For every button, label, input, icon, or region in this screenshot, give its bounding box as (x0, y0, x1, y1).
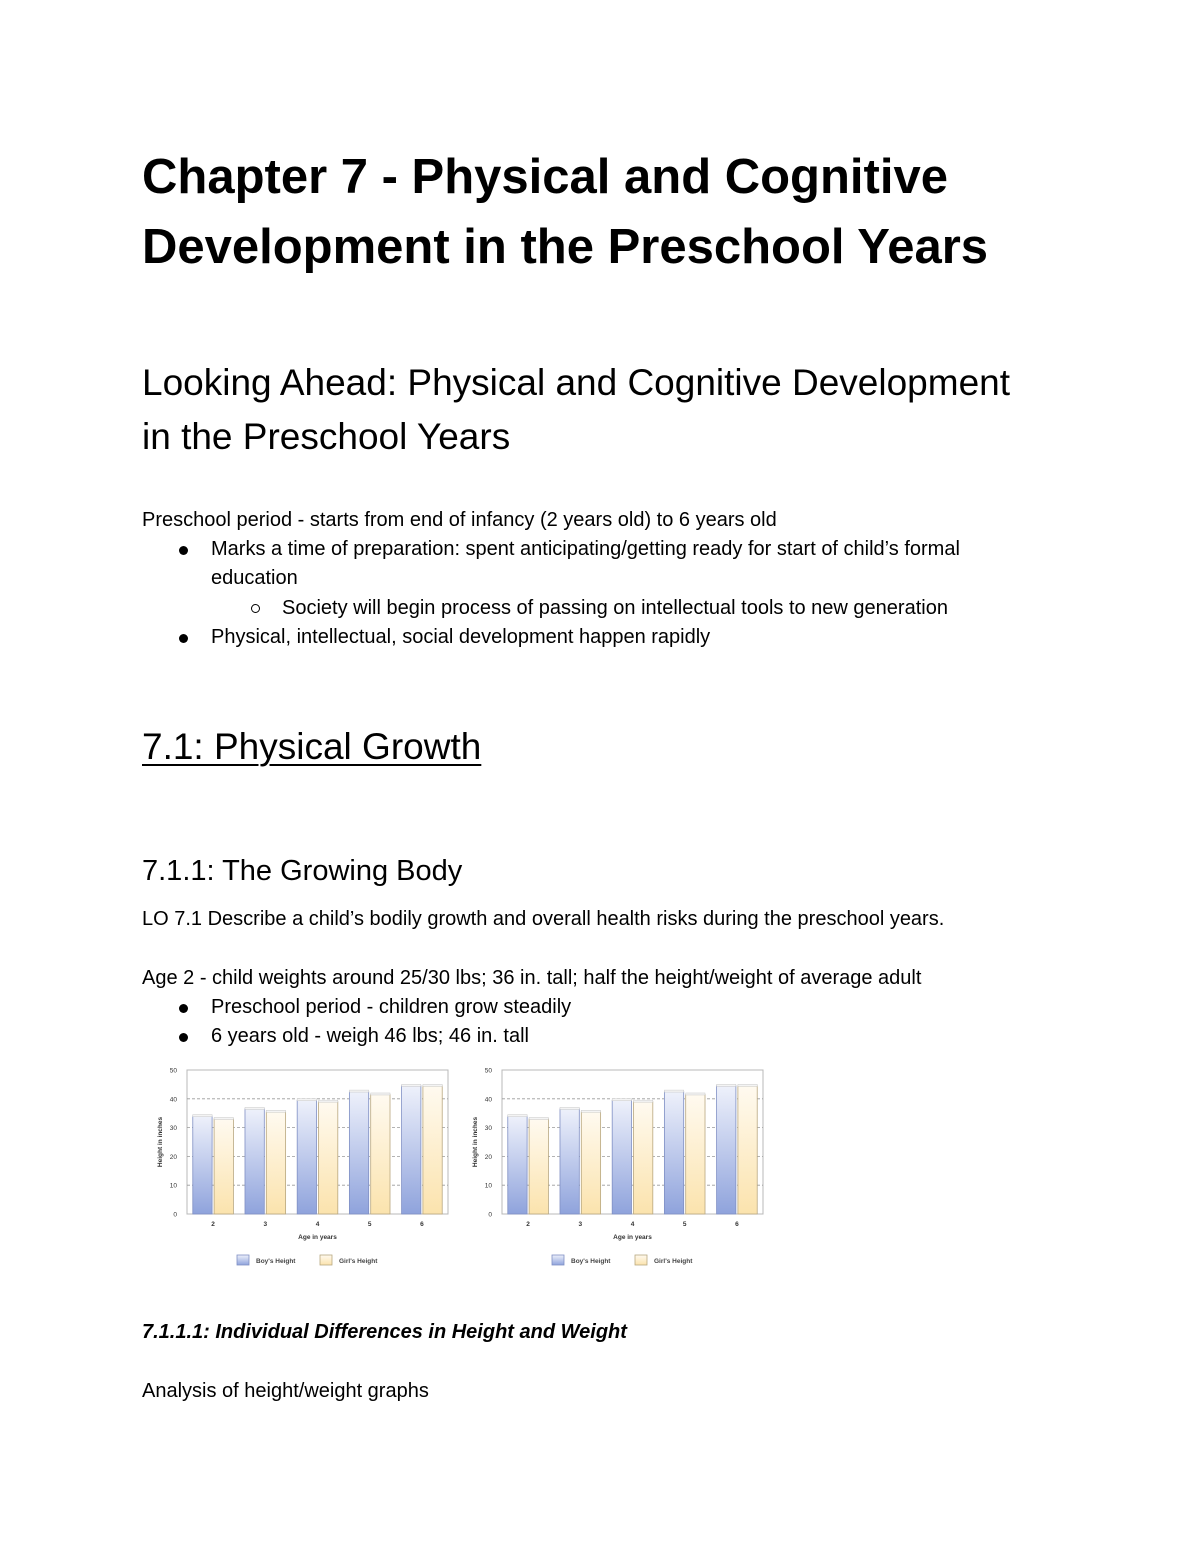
girls-height-bar (581, 1112, 600, 1214)
list-item (211, 535, 1051, 593)
boys-height-bar (245, 1109, 264, 1214)
bar-cap (664, 1090, 683, 1092)
bar-cap (266, 1110, 285, 1112)
y-tick-label: 0 (488, 1211, 492, 1219)
girls-height-bar (371, 1094, 390, 1214)
y-axis-label: Height in inches (472, 1116, 479, 1168)
section-heading: 7.1: Physical Growth (142, 726, 482, 767)
list-item (282, 594, 1042, 623)
x-axis-label: Age in years (613, 1234, 652, 1241)
bar-cap (402, 1084, 421, 1086)
list-item-text: Marks a time of preparation: spent anticipating/getting ready for start of child’s formal education (211, 538, 960, 589)
legend-swatch-girl (635, 1255, 647, 1265)
x-tick-label: 2 (211, 1221, 215, 1228)
legend-swatch-boy (552, 1255, 564, 1265)
boys-height-bar (664, 1092, 683, 1214)
list-item-text: Preschool period - children grow steadily (211, 996, 572, 1018)
bullet-icon (179, 634, 188, 643)
legend-label: Girl's Height (654, 1258, 693, 1265)
circle-bullet-icon (251, 604, 260, 613)
legend-label: Boy's Height (571, 1258, 611, 1265)
list-item-text: 6 years old - weigh 46 lbs; 46 in. tall (211, 1025, 529, 1047)
girls-height-bar (738, 1086, 757, 1214)
bullet-icon (179, 546, 188, 555)
subsubsection-heading: 7.1.1.1: Individual Differences in Height and Weight (142, 1321, 627, 1343)
boys-height-bar (402, 1086, 421, 1214)
bullet-icon (179, 1033, 188, 1042)
bar-cap (581, 1110, 600, 1112)
y-tick-label: 20 (169, 1153, 177, 1161)
chapter-title: Chapter 7 - Physical and Cognitive Development in the Preschool Years (142, 150, 989, 274)
boys-height-bar (297, 1100, 316, 1214)
legend-swatch-girl (320, 1255, 332, 1265)
x-axis-label: Age in years (298, 1234, 337, 1241)
list-item (211, 993, 1051, 1022)
height-bar-chart (465, 1058, 765, 1278)
height-bar-chart (150, 1058, 450, 1278)
bar-cap (297, 1099, 316, 1101)
bar-cap (193, 1115, 212, 1117)
boys-height-bar (193, 1116, 212, 1214)
boys-height-bar (349, 1092, 368, 1214)
list-item (211, 1022, 1051, 1051)
bar-cap (423, 1084, 442, 1086)
y-tick-label: 0 (173, 1211, 177, 1219)
boys-height-bar (717, 1086, 736, 1214)
x-tick-label: 5 (682, 1221, 687, 1228)
y-tick-label: 40 (484, 1096, 492, 1104)
bar-cap (349, 1090, 368, 1092)
y-axis-label: Height in inches (157, 1116, 164, 1168)
girls-height-bar (529, 1119, 548, 1214)
y-tick-label: 50 (484, 1067, 492, 1075)
x-tick-label: 3 (578, 1221, 583, 1228)
bar-cap (371, 1093, 390, 1095)
girls-height-bar (634, 1102, 653, 1214)
bar-cap (319, 1100, 338, 1102)
bar-cap (612, 1099, 631, 1101)
bar-cap (738, 1084, 757, 1086)
boys-height-bar (508, 1116, 527, 1214)
girls-height-bar (266, 1112, 285, 1214)
girls-height-bar (686, 1094, 705, 1214)
x-tick-label: 4 (630, 1221, 635, 1228)
bar-cap (634, 1100, 653, 1102)
bar-cap (529, 1117, 548, 1119)
preschool-period-text: Preschool period - starts from end of infancy (2 years old) to 6 years old (142, 509, 777, 531)
list-item (211, 623, 1051, 652)
boys-height-bar (560, 1109, 579, 1214)
bullet-icon (179, 1004, 188, 1013)
girls-height-bar (423, 1086, 442, 1214)
legend-label: Girl's Height (339, 1258, 378, 1265)
looking-ahead-heading: Looking Ahead: Physical and Cognitive Development in the Preschool Years (142, 362, 1011, 457)
bar-cap (686, 1093, 705, 1095)
legend-label: Boy's Height (256, 1258, 296, 1265)
bar-cap (560, 1107, 579, 1109)
analysis-text: Analysis of height/weight graphs (142, 1380, 429, 1402)
girls-height-bar (319, 1102, 338, 1214)
age-2-text: Age 2 - child weights around 25/30 lbs; 36 in. tall; half the height/weight of average adult (142, 967, 922, 989)
y-tick-label: 10 (484, 1182, 492, 1190)
x-tick-label: 2 (526, 1221, 530, 1228)
boys-height-bar (612, 1100, 631, 1214)
y-tick-label: 30 (169, 1125, 177, 1133)
x-tick-label: 4 (315, 1221, 320, 1228)
y-tick-label: 40 (169, 1096, 177, 1104)
x-tick-label: 5 (367, 1221, 372, 1228)
bar-cap (245, 1107, 264, 1109)
y-tick-label: 30 (484, 1125, 492, 1133)
x-tick-label: 6 (420, 1221, 424, 1228)
bar-cap (508, 1115, 527, 1117)
x-tick-label: 6 (735, 1221, 739, 1228)
list-item-text: Society will begin process of passing on intellectual tools to new generation (282, 597, 948, 619)
learning-objective: LO 7.1 Describe a child’s bodily growth and overall health risks during the preschool years. (142, 908, 945, 930)
girls-height-bar (214, 1119, 233, 1214)
y-tick-label: 50 (169, 1067, 177, 1075)
subsection-heading: 7.1.1: The Growing Body (142, 855, 463, 887)
list-item-text: Physical, intellectual, social development happen rapidly (211, 626, 711, 648)
x-tick-label: 3 (263, 1221, 268, 1228)
legend-swatch-boy (237, 1255, 249, 1265)
y-tick-label: 20 (484, 1153, 492, 1161)
bar-cap (214, 1117, 233, 1119)
y-tick-label: 10 (169, 1182, 177, 1190)
bar-cap (717, 1084, 736, 1086)
